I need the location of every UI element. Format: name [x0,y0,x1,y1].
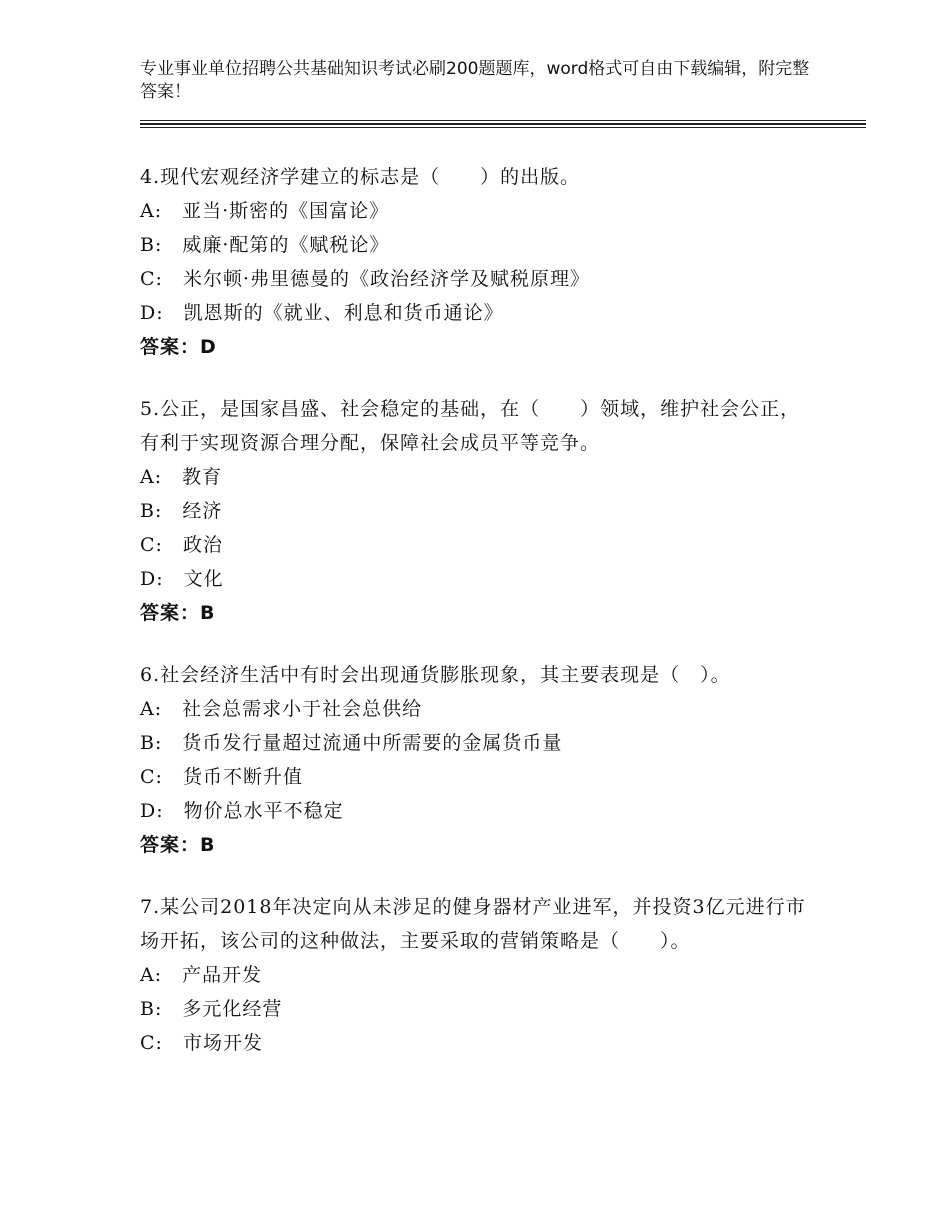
option-a: A: 社会总需求小于社会总供给 [140,698,423,720]
header-rule-top [140,120,866,121]
question-stem: 4.现代宏观经济学建立的标志是（ ）的出版。 [140,166,581,188]
question-stem: 7.某公司2018年决定向从未涉足的健身器材产业进军，并投资3亿元进行市场开拓，该公司的这种做法，主要采取的营销策略是（ ）。 [140,896,806,952]
question-stem: 5.公正，是国家昌盛、社会稳定的基础，在（ ）领域，维护社会公正，有利于实现资源合理分配，保障社会成员平等竞争。 [140,398,801,454]
header-rule-middle [140,123,866,125]
document-header [140,58,820,104]
option-c: C: 米尔顿·弗里德曼的《政治经济学及赋税原理》 [140,268,590,290]
question-stem: 6.社会经济生活中有时会出现通货膨胀现象，其主要表现是（ ）。 [140,664,731,686]
header-title: 专业事业单位招聘公共基础知识考试必刷200题题库，word格式可自由下载编辑，附完整答案！ [140,59,810,102]
answer-label: 答案：D [140,336,217,358]
answer-label: 答案：B [140,834,216,856]
question-4 [140,160,820,364]
option-a: A: 产品开发 [140,964,263,986]
question-list [140,160,820,1088]
option-a: A: 教育 [140,466,223,488]
option-c: C: 市场开发 [140,1032,263,1054]
option-b: B: 多元化经营 [140,998,283,1020]
option-c: C: 政治 [140,534,223,556]
option-d: D: 文化 [140,568,224,590]
question-6 [140,658,820,862]
option-b: B: 货币发行量超过流通中所需要的金属货币量 [140,732,563,754]
option-c: C: 货币不断升值 [140,766,303,788]
question-7 [140,890,820,1060]
option-b: B: 经济 [140,500,223,522]
header-rule-bottom [140,127,866,128]
option-a: A: 亚当·斯密的《国富论》 [140,200,390,222]
option-d: D: 凯恩斯的《就业、利息和货币通论》 [140,302,504,324]
question-5 [140,392,820,630]
option-d: D: 物价总水平不稳定 [140,800,344,822]
option-b: B: 威廉·配第的《赋税论》 [140,234,390,256]
answer-label: 答案：B [140,602,216,624]
